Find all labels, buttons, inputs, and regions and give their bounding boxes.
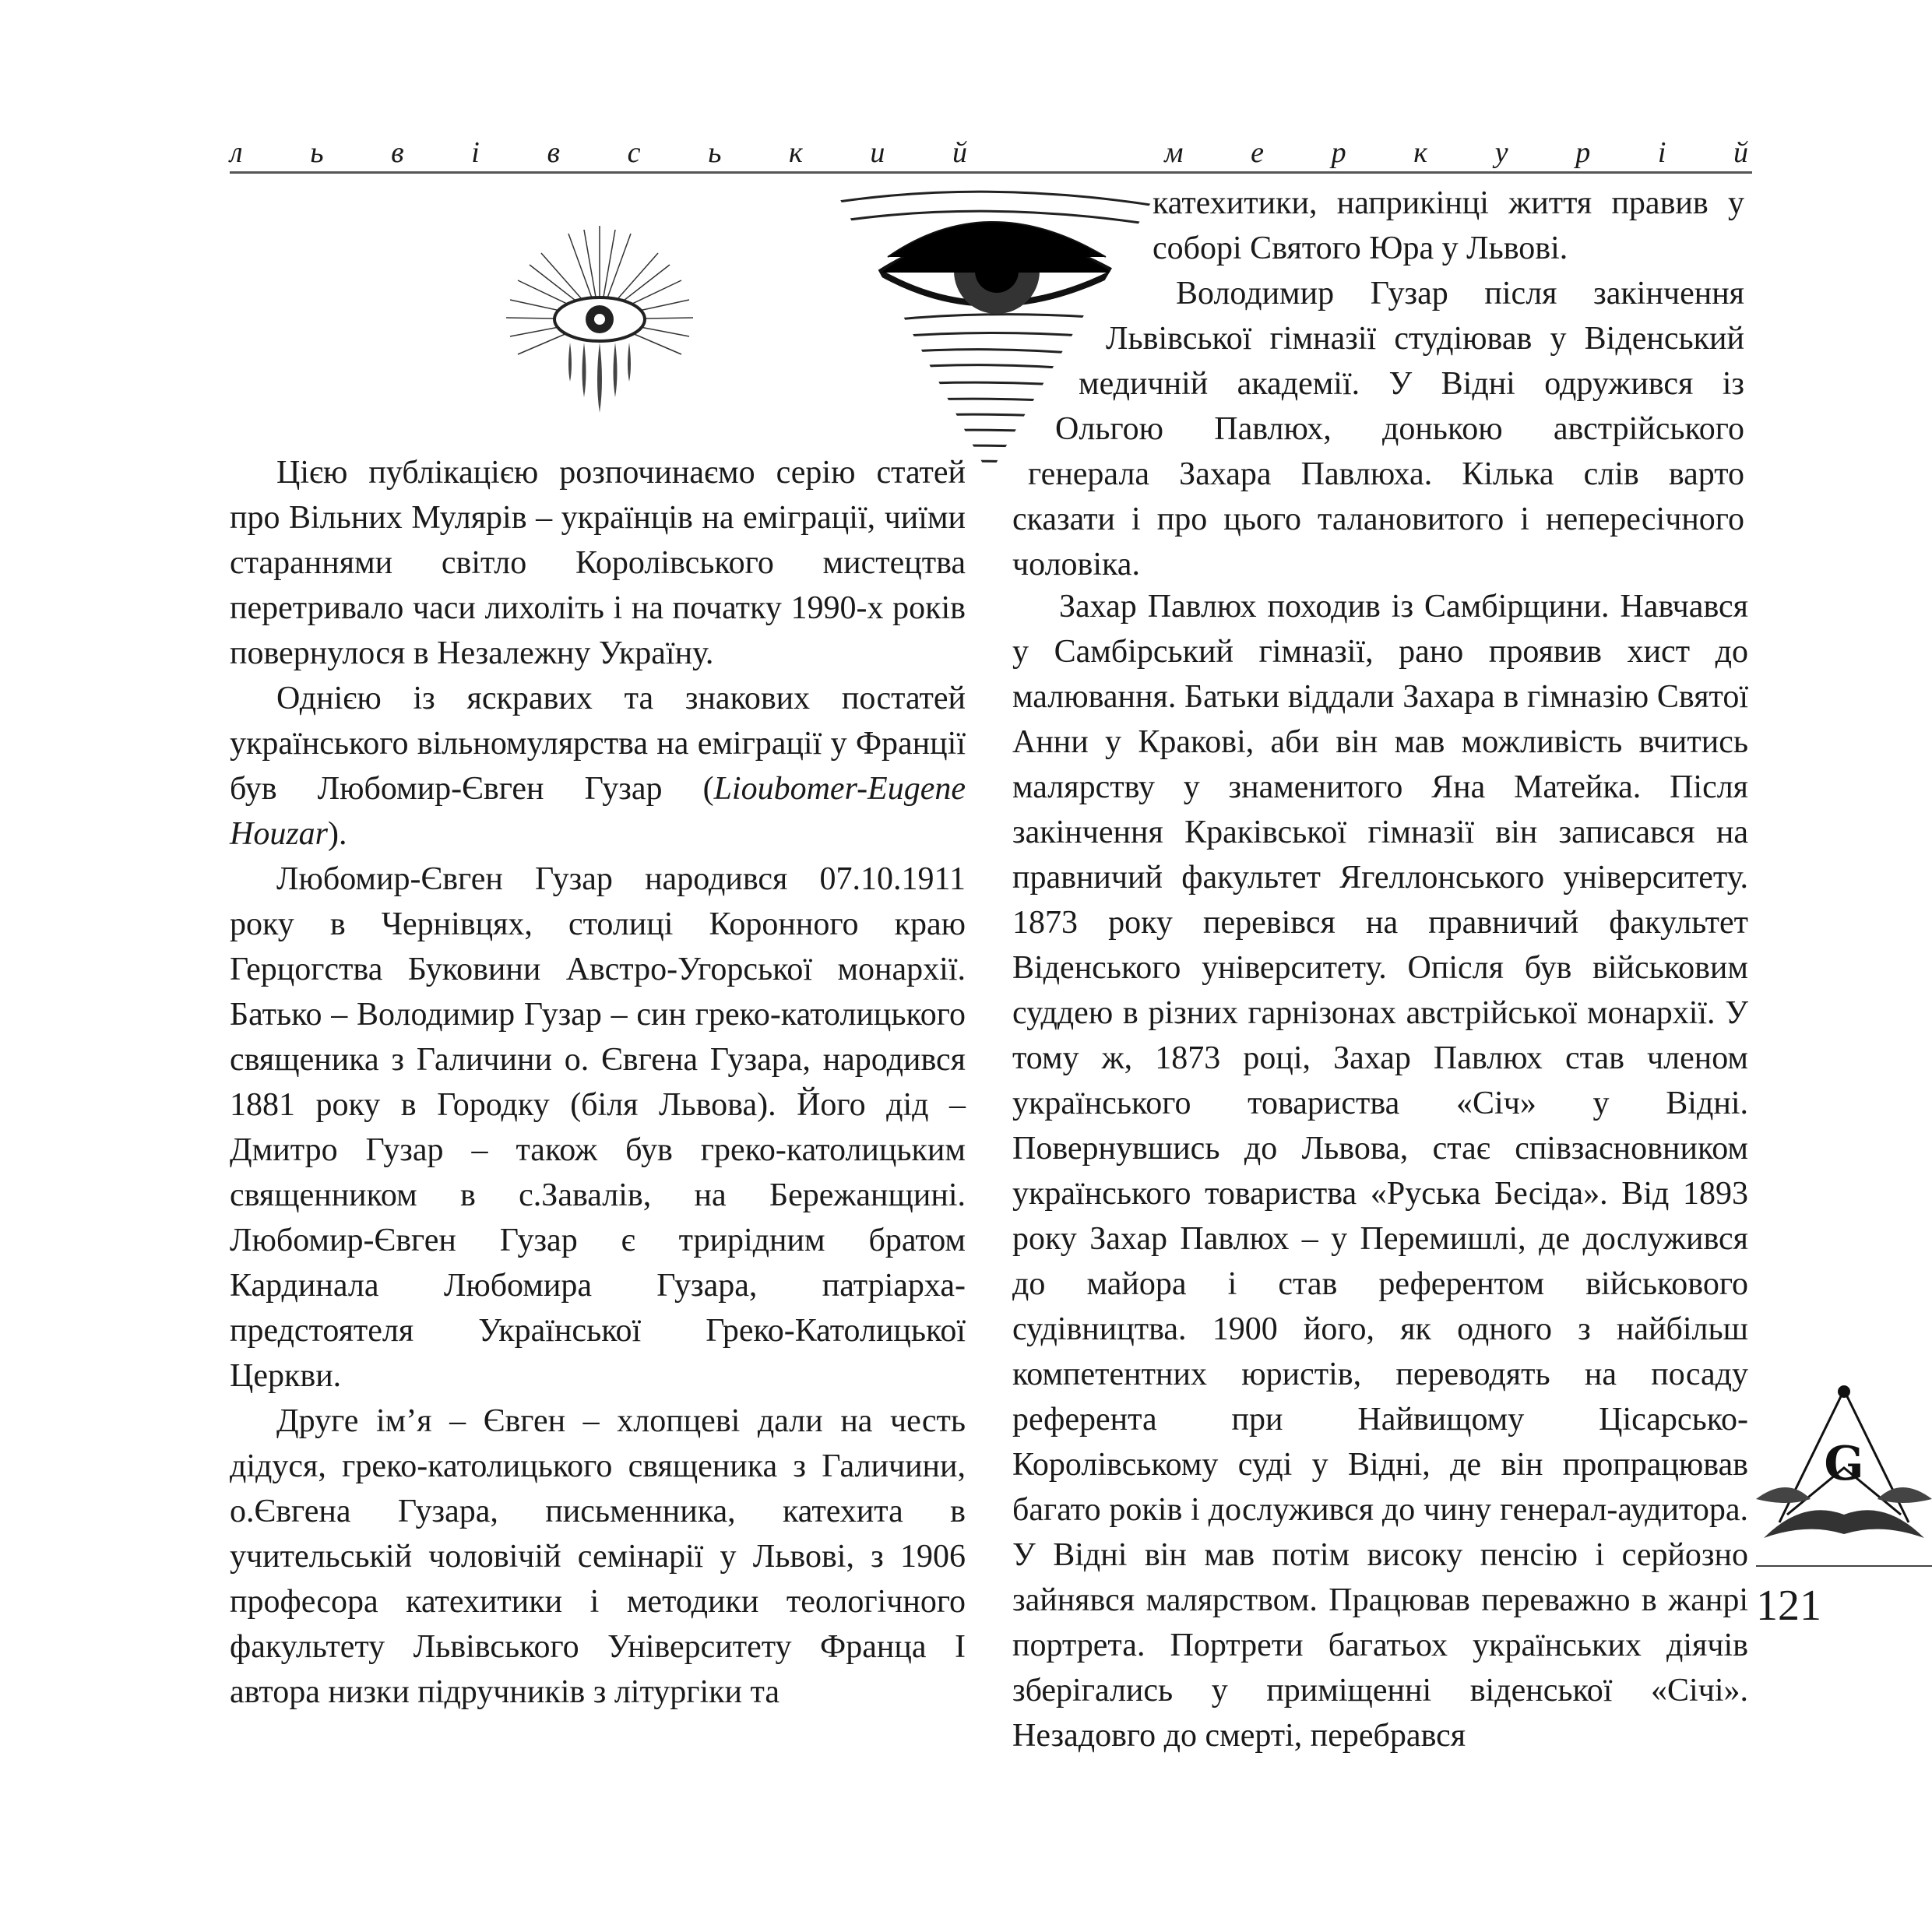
- header-rule: [230, 171, 1752, 174]
- header-letter: ь: [708, 136, 722, 169]
- text-line: генерала Захара Павлюха. Кілька слів варто: [1028, 456, 1744, 492]
- text-line: Львівської гімназії студіював у Віденський: [1106, 321, 1744, 357]
- header-letter: р: [1331, 136, 1346, 169]
- header-letter: й: [952, 136, 968, 169]
- paragraph: Друге ім’я – Євген – хлопцеві дали на честь дідуся, греко-католицького священика з Галичини, о.Євгена Гузара, письменника, катехита в учительській чоловічій семінарії у Львові, з 1906 професора катехитики і методики теологічного факультету Львівського Університету Франца І автора низки підручників з літургіки та: [230, 1403, 966, 1710]
- paragraph: [230, 676, 966, 857]
- header-letter: к: [1413, 136, 1428, 169]
- text-line: Ольгою Павлюх, донькою австрійського: [1055, 411, 1744, 447]
- header-letter: с: [627, 136, 641, 169]
- paragraph-text: Однією із яскравих та знакових постатей українського вільномулярства на еміграції у Франції був Любомир-Євген Гузар (: [230, 681, 966, 807]
- header-letter: і: [471, 136, 480, 169]
- header-letter: ь: [310, 136, 324, 169]
- header-letter: в: [547, 136, 560, 169]
- header-letter: и: [870, 136, 885, 169]
- running-head: [230, 132, 1748, 173]
- header-letter: к: [788, 136, 803, 169]
- paragraph-text: ).: [328, 816, 347, 852]
- paragraph: Захар Павлюх походив із Самбірщини. Навчався у Самбірський гімназії, рано проявив хист до малювання. Батьки віддали Захара в гімназію Святої Анни у Кракові, аби він мав можливість вчитись малярству у знаменитого Яна Матейка. Після закінчення Краківської гімназії він записався на правничий факультет Ягеллонського університету. 1873 року перевівся на правничий факультет Віденського університету. Опісля був військовим суддею в різних гарнізонах австрійської монархії. У тому ж, 1873 році, Захар Павлюх став членом українського товариства «Січ» у Відні. Повернувшись до Львова, стає співзасновником українського товариства «Руська Бесіда». Від 1893 року Захар Павлюх – у Перемишлі, де дослужився до майора і став референтом військового судівництва. 1900 його, як одного з найбільш компетентних юристів, переводять на посаду референта при Найвищому Цісарсько-Королівському суді у Відні, де він пропрацював багато років і дослужився до чину генерал-аудитора. У Відні він мав потім високу пенсію і серйозно зайнявся малярством. Працював переважно в жанрі портрета. Портрети багатьох українських діячів зберігались у приміщенні віденської «Січі». Незадовго до смерті, перебрався: [1012, 589, 1748, 1754]
- page-number-rule: [1756, 1565, 1932, 1567]
- header-letter: м: [1164, 136, 1184, 169]
- header-letter: і: [1657, 136, 1666, 169]
- text-line: чоловіка.: [1012, 547, 1140, 582]
- paragraph: Цією публікацією розпочинаємо серію статей про Вільних Мулярів – українців на еміграції, чиїми стараннями світло Королівського мистецтва перетривало часи лихоліть і на початку 1990-х років повернулося в Незалежну Україну.: [230, 455, 966, 671]
- paragraph: Любомир-Євген Гузар народився 07.10.1911 року в Чернівцях, столиці Коронного краю Герцогства Буковини Австро-Угорської монархії. Батько – Володимир Гузар – син греко-католицького священика з Галичини о. Євгена Гузара, народився 1881 року в Городку (біля Львова). Його дід – Дмитро Гузар – також був греко-католицьким священником в с.Завалів, на Бережанщині. Любомир-Євген Гузар є трирідним братом Кардинала Любомира Гузара, патріарха-предстоятеля Української Греко-Католицької Церкви.: [230, 861, 966, 1394]
- square-compass-g-icon: [1756, 1382, 1932, 1554]
- text-line: соборі Святого Юра у Львові.: [1153, 231, 1568, 266]
- italic-name: Lioubomer-Eugene Houzar: [230, 771, 966, 852]
- text-line: Володимир Гузар після закінчення: [1176, 276, 1744, 311]
- radiant-eye-icon: [506, 226, 693, 428]
- text-line: катехитики, наприкінці життя правив у: [1153, 185, 1744, 221]
- header-letter: в: [391, 136, 404, 169]
- header-letter: у: [1494, 136, 1508, 169]
- left-column: [230, 450, 966, 1715]
- right-column: [1012, 584, 1748, 1758]
- header-letter: р: [1575, 136, 1591, 169]
- page-number: 121: [1756, 1582, 1821, 1630]
- header-letter: е: [1251, 136, 1265, 169]
- header-letter: й: [1733, 136, 1748, 169]
- text-line: медичній академії. У Відні одружився із: [1079, 366, 1744, 402]
- text-line: сказати і про цього талановитого і непересічного: [1012, 501, 1744, 537]
- header-letter: л: [230, 136, 243, 169]
- svg-text:G: G: [1824, 1437, 1864, 1491]
